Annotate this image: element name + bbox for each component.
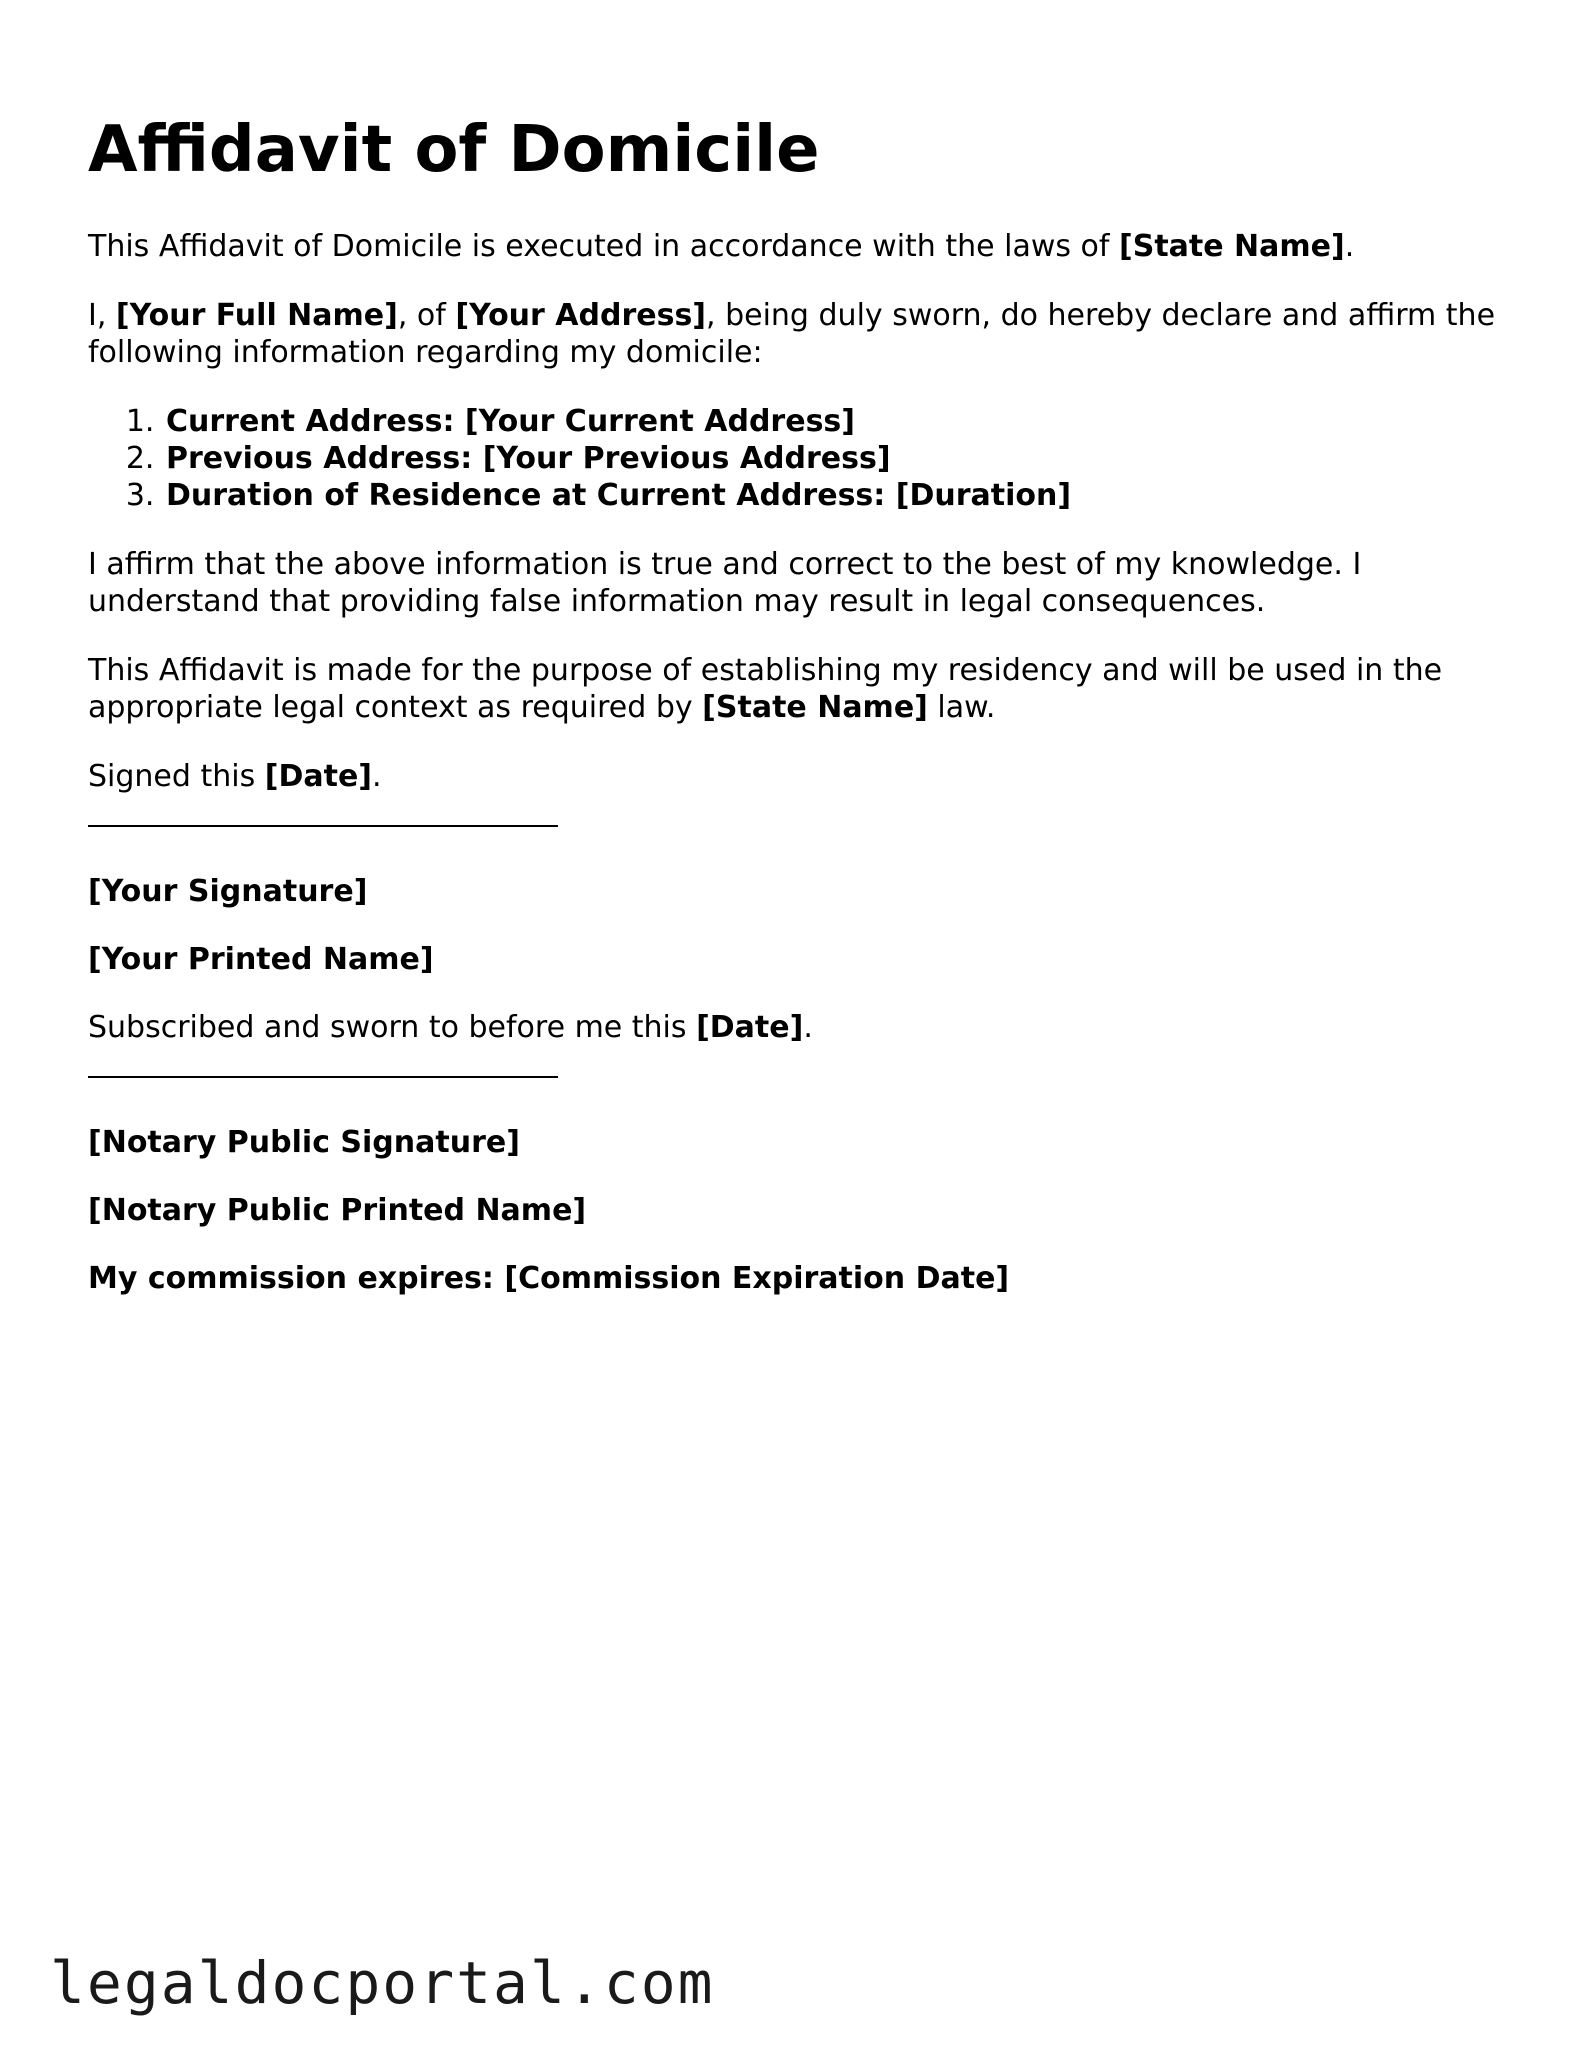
notary-printed-name-label: [88, 1192, 1508, 1229]
purpose-paragraph: [88, 652, 1508, 726]
intro-prefix: This Affidavit of Domicile is executed in accordance with the laws of: [88, 229, 1120, 264]
printed-name-label: [88, 941, 1508, 978]
purpose-suffix: law.: [927, 690, 996, 725]
sworn-statement: [88, 1009, 1508, 1046]
notary-signature-line: [88, 1076, 558, 1078]
intro-suffix: .: [1344, 229, 1355, 264]
declaration-part3: , being duly sworn, do hereby declare and affirm the following information regarding my domicile:: [88, 298, 1496, 370]
signature-label: [88, 873, 1508, 910]
signature-label-text: [Your Signature]: [88, 874, 368, 909]
sworn-date-placeholder: [Date]: [696, 1010, 804, 1045]
affirmation-paragraph: I affirm that the above information is true and correct to the best of my knowledge. I understand that providing false information may result in legal consequences.: [88, 547, 1362, 619]
sworn-prefix: Subscribed and sworn to before me this: [88, 1010, 697, 1045]
printed-name-label-text: [Your Printed Name]: [88, 942, 434, 977]
list-item: 3. Duration of Residence at Current Address: [Duration]: [164, 477, 1508, 514]
declaration-part1: I,: [88, 298, 116, 333]
purpose-state-placeholder: [State Name]: [702, 690, 928, 725]
intro-paragraph: [88, 228, 1508, 265]
site-watermark: legaldocportal.com: [50, 1949, 715, 2017]
notary-signature-label-text: [Notary Public Signature]: [88, 1125, 520, 1160]
document-body: [88, 108, 1508, 1297]
signed-prefix: Signed this: [88, 759, 265, 794]
full-name-placeholder: [Your Full Name]: [115, 298, 398, 333]
commission-expiration: [88, 1260, 1508, 1297]
domicile-details-list: [88, 403, 1508, 514]
commission-expiration-text: My commission expires: [Commission Expiration Date]: [88, 1261, 1010, 1296]
signed-date-line: [88, 758, 1508, 795]
purpose-prefix: This Affidavit is made for the purpose of establishing my residency and will be used in the appropriate legal context as required by: [88, 653, 1443, 725]
signed-date-placeholder: [Date]: [264, 759, 373, 794]
intro-state-placeholder: [State Name]: [1119, 229, 1345, 264]
document-title: Affidavit of Domicile: [88, 113, 820, 187]
notary-signature-label: [88, 1124, 1508, 1161]
declaration-paragraph: [88, 297, 1508, 371]
signed-suffix: .: [372, 759, 382, 794]
declaration-part2: , of: [397, 298, 456, 333]
sworn-suffix: .: [803, 1010, 813, 1045]
notary-printed-name-label-text: [Notary Public Printed Name]: [88, 1193, 587, 1228]
address-placeholder: [Your Address]: [455, 298, 707, 333]
list-item: 1. Current Address: [Your Current Address]: [164, 403, 1508, 440]
list-item: 2. Previous Address: [Your Previous Address]: [164, 440, 1508, 477]
signature-line: [88, 825, 558, 827]
